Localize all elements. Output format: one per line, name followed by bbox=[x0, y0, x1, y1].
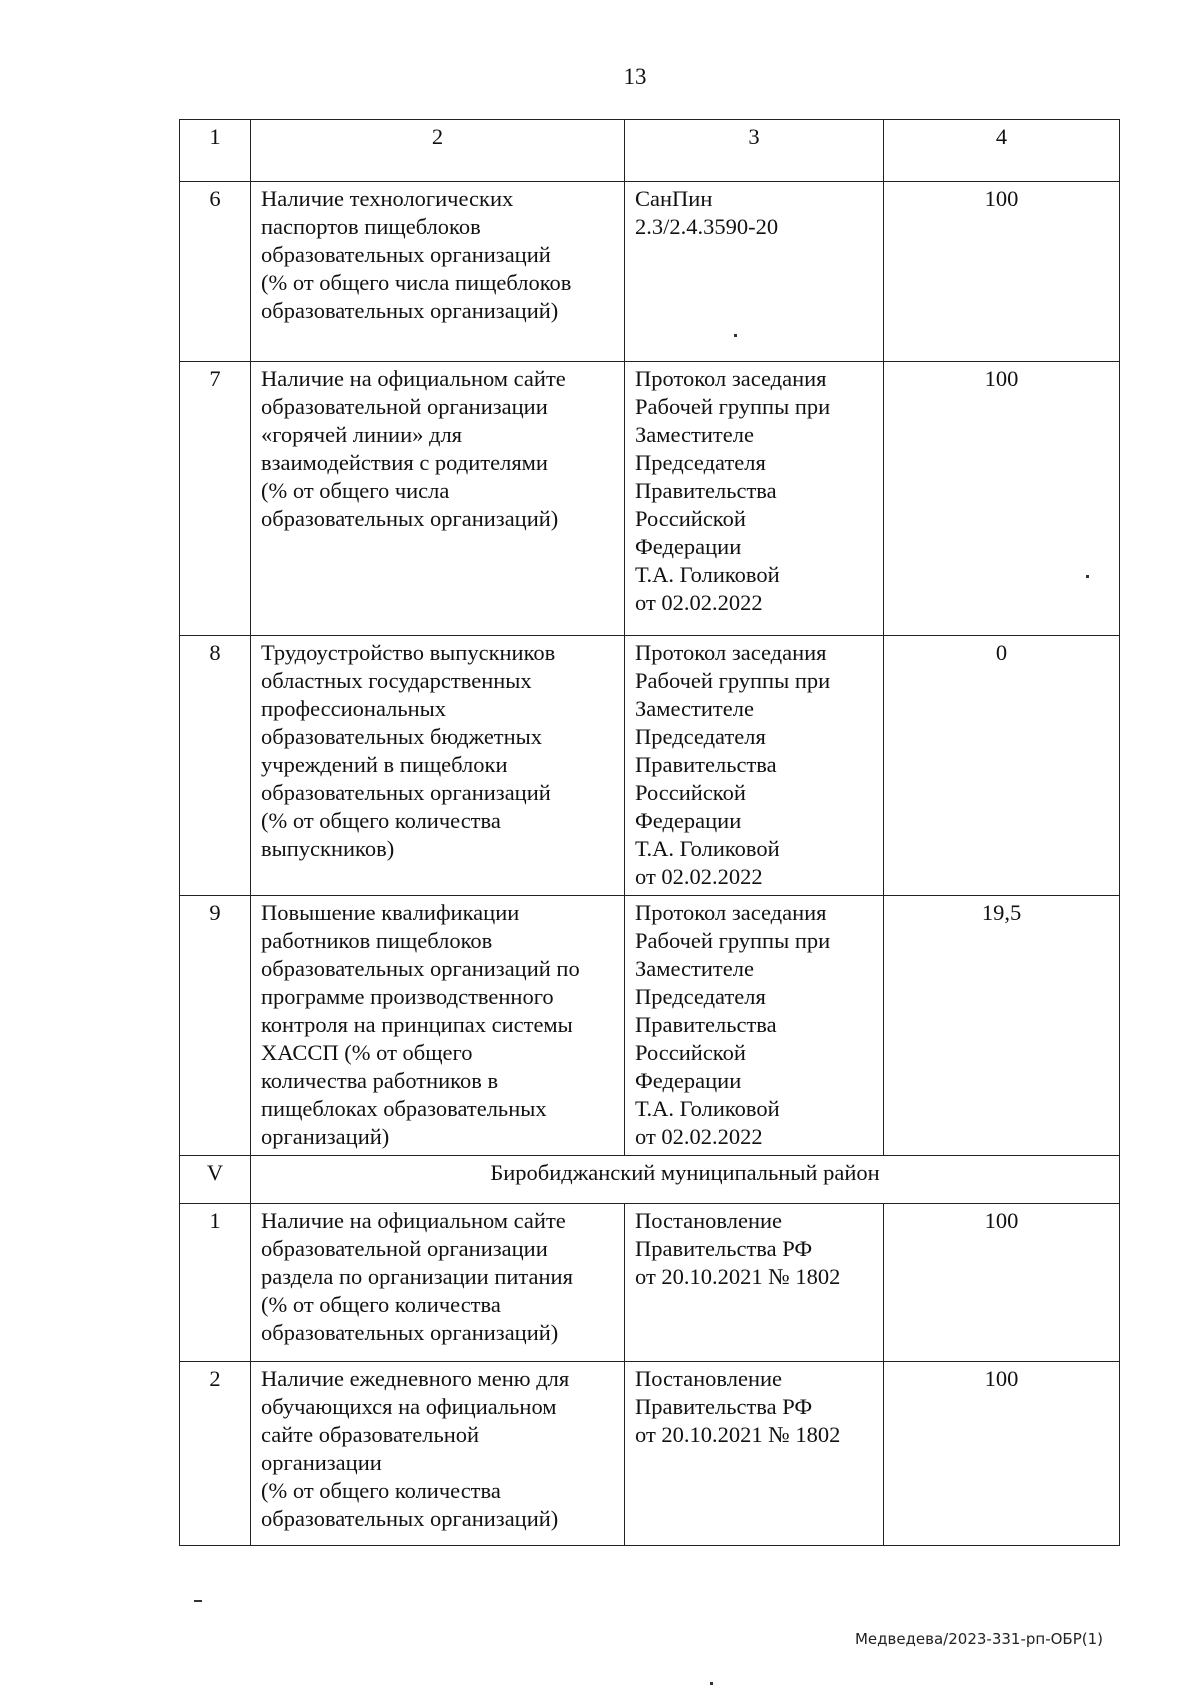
legal-basis: Постановление Правительства РФ от 20.10.2021 № 1802 bbox=[625, 1362, 884, 1546]
indicators-table bbox=[179, 119, 1120, 1546]
column-header: 1 bbox=[180, 120, 251, 182]
indicator-value: 100 bbox=[884, 362, 1120, 636]
indicator-value: 100 bbox=[884, 1204, 1120, 1362]
table-row bbox=[180, 362, 1120, 636]
indicator-value: 100 bbox=[884, 1362, 1120, 1546]
scan-speck bbox=[734, 334, 737, 337]
indicator-description: Трудоустройство выпускников областных государственных профессиональных образовательных бюджетных учреждений в пищеблоки образовательных организаций (% от общего количества выпускников) bbox=[251, 636, 625, 896]
column-header: 3 bbox=[625, 120, 884, 182]
row-number: 9 bbox=[180, 896, 251, 1156]
table-row bbox=[180, 182, 1120, 362]
indicator-description: Наличие технологических паспортов пищеблоков образовательных организаций (% от общего числа пищеблоков образовательных организаций) bbox=[251, 182, 625, 362]
indicator-description: Наличие на официальном сайте образовательной организации «горячей линии» для взаимодействия с родителями (% от общего числа образовательных организаций) bbox=[251, 362, 625, 636]
row-number: 7 bbox=[180, 362, 251, 636]
legal-basis: Протокол заседания Рабочей группы при Заместителе Председателя Правительства Российской Федерации Т.А. Голиковой от 02.02.2022 bbox=[625, 636, 884, 896]
document-code: Медведева/2023-331-рп-ОБР(1) bbox=[854, 1630, 1103, 1648]
scan-speck bbox=[710, 1682, 713, 1685]
row-number: 1 bbox=[180, 1204, 251, 1362]
indicator-value: 0 bbox=[884, 636, 1120, 896]
legal-basis: Постановление Правительства РФ от 20.10.2021 № 1802 bbox=[625, 1204, 884, 1362]
page-number: 13 bbox=[623, 64, 647, 89]
section-row bbox=[180, 1156, 1120, 1204]
legal-basis: СанПин 2.3/2.4.3590-20 bbox=[625, 182, 884, 362]
row-number: 2 bbox=[180, 1362, 251, 1546]
indicator-value: 100 bbox=[884, 182, 1120, 362]
table-header-row bbox=[180, 120, 1120, 182]
section-title: Биробиджанский муниципальный район bbox=[251, 1156, 1120, 1204]
column-header: 2 bbox=[251, 120, 625, 182]
row-number: 6 bbox=[180, 182, 251, 362]
legal-basis: Протокол заседания Рабочей группы при Заместителе Председателя Правительства Российской Федерации Т.А. Голиковой от 02.02.2022 bbox=[625, 896, 884, 1156]
legal-basis: Протокол заседания Рабочей группы при Заместителе Председателя Правительства Российской Федерации Т.А. Голиковой от 02.02.2022 bbox=[625, 362, 884, 636]
indicator-description: Наличие ежедневного меню для обучающихся на официальном сайте образовательной организации (% от общего количества образовательных организаций) bbox=[251, 1362, 625, 1546]
table-row bbox=[180, 896, 1120, 1156]
row-number: 8 bbox=[180, 636, 251, 896]
table-row bbox=[180, 1204, 1120, 1362]
indicator-description: Наличие на официальном сайте образовательной организации раздела по организации питания (% от общего количества образовательных организаций) bbox=[251, 1204, 625, 1362]
column-header: 4 bbox=[884, 120, 1120, 182]
table-row bbox=[180, 636, 1120, 896]
indicator-description: Повышение квалификации работников пищеблоков образовательных организаций по программе производственного контроля на принципах системы ХАССП (% от общего количества работников в пищеблоках образовательных организаций) bbox=[251, 896, 625, 1156]
scan-speck bbox=[1086, 575, 1089, 578]
scan-speck bbox=[194, 1600, 202, 1602]
indicator-value: 19,5 bbox=[884, 896, 1120, 1156]
section-number: V bbox=[180, 1156, 251, 1204]
table-row bbox=[180, 1362, 1120, 1546]
